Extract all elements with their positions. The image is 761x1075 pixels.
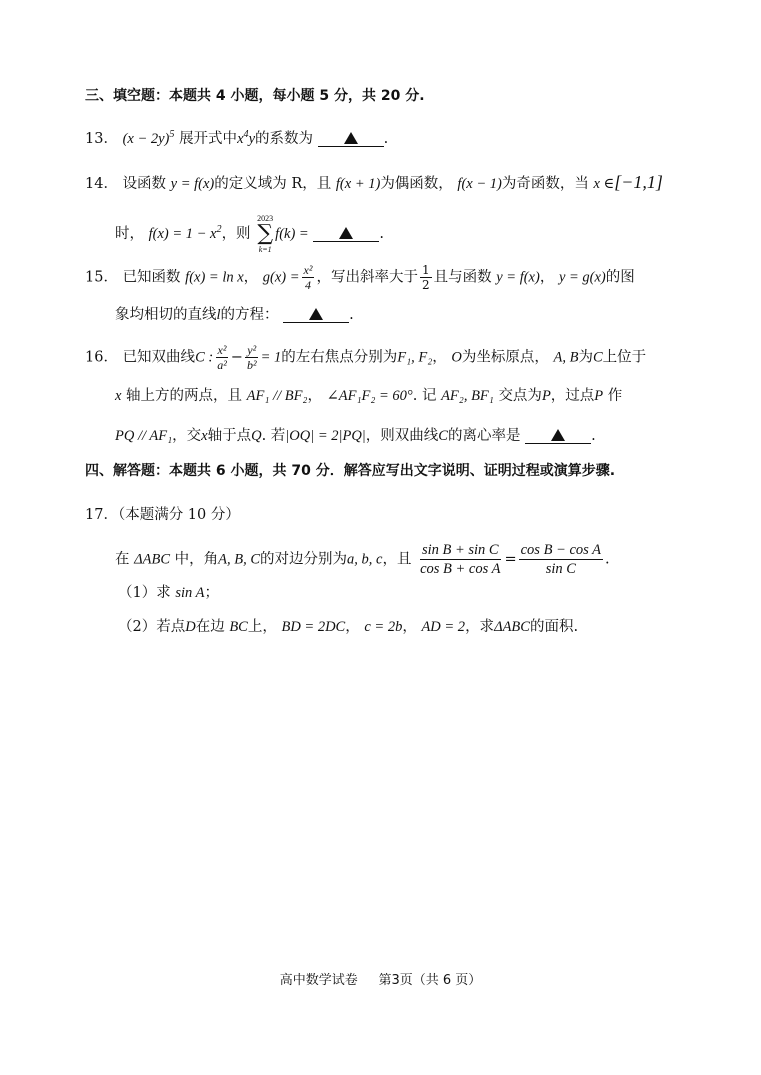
- q17-part2: （2）若点D在边 BC上， BD = 2DC， c = 2b， AD = 2，求ΔABC的面积.: [118, 619, 579, 635]
- q17-part2-text2: 上，: [247, 619, 277, 635]
- q15-half: [420, 263, 432, 292]
- q14-sum: [257, 214, 273, 254]
- q16-text15: ，则双曲线: [365, 428, 439, 444]
- q14-interval: [−1,1]: [614, 172, 663, 192]
- q16-x-ref: x: [201, 428, 208, 444]
- q17-score: （本题满分 10 分）: [117, 507, 240, 523]
- q15-g-fraction: [302, 263, 315, 292]
- q14-text1: 设函数: [122, 176, 167, 192]
- q13-term: $x^4y$: [237, 129, 255, 147]
- q14-text5: 为奇函数，当: [501, 176, 589, 192]
- q17-part2-D: D: [185, 619, 196, 635]
- q16-parallel1: AF₁ // BF₂: [246, 388, 308, 404]
- question-15: 15． 已知函数 f(x) = ln x， g(x) = $\frac{\text{x²}}{4}$ ，写出斜率大于 $\frac{1}{2}$ 且与函数 y = f(x)， y = g(x)的图: [85, 263, 635, 292]
- q16-text1: 已知双曲线: [122, 349, 196, 366]
- q16-text16: 的离心率是: [447, 428, 521, 444]
- q16-number: 16．: [85, 349, 118, 366]
- question-16: 16． 已知双曲线C : $\frac{\text{x²}}{\text{a²}}$ − $\frac{\text{y²}}{\text{b²}}$ = 1的左右焦点分别为F₁, F₂， O为坐标原点， A, B为C上位于: [85, 343, 647, 372]
- q16-text9: 交点为: [498, 388, 542, 404]
- q15-text6: 的方程：: [220, 307, 279, 323]
- q15-text1: 已知函数: [122, 269, 181, 286]
- q16-eq1: = 1: [260, 349, 282, 366]
- q13-number: 13．: [85, 131, 118, 147]
- q15-text4: 的图: [605, 269, 635, 286]
- q15-g-den: 4: [305, 278, 312, 292]
- question-16-line3: [115, 426, 596, 446]
- q16-condition: |OQ| = 2|PQ|: [285, 428, 366, 444]
- q16-end: .: [591, 428, 596, 444]
- q15-half-den: 2: [421, 278, 430, 292]
- q16-answer-blank[interactable]: [525, 426, 591, 444]
- q15-l: l: [216, 307, 221, 323]
- q16-foci: F₁, F₂: [397, 349, 433, 366]
- q14-text6: 时，: [115, 226, 144, 242]
- q17-lhs-num: sin B + sin C: [421, 542, 499, 558]
- q17-number: 17．: [85, 507, 118, 523]
- q14-even-func: f(x + 1): [335, 176, 381, 192]
- question-13: [85, 129, 388, 149]
- q17-part2-label: （2）若点: [118, 619, 186, 635]
- q16-x-den: a²: [217, 358, 227, 372]
- q16-text12: ，交: [172, 428, 202, 444]
- q17-part2-text3: ，求: [465, 619, 495, 635]
- q17-part2-text1: 在边: [195, 619, 225, 635]
- q17-rhs-den: sin C: [545, 561, 576, 577]
- q17-part1-label: （1）求: [118, 585, 171, 601]
- q14-x-in: x ∈: [593, 176, 615, 192]
- q14-number: 14．: [85, 176, 118, 192]
- footer-title: 高中数学试卷: [279, 973, 358, 988]
- q16-text7: 轴上方的两点，且: [126, 388, 243, 404]
- q17-part2-triangle: ΔABC: [494, 619, 530, 635]
- question-16-line2: x 轴上方的两点，且 AF₁ // BF₂， ∠AF₁F₂ = 60°. 记 AF₂, BF₁ 交点为P，过点P 作: [115, 388, 623, 404]
- page-footer: [0, 969, 761, 988]
- q16-AB: A, B: [553, 349, 579, 366]
- q17-part2-cond1: BD = 2DC: [281, 619, 346, 635]
- q17-part1-end: ；: [204, 585, 219, 601]
- q13-end: .: [383, 131, 389, 147]
- q16-P: P: [541, 388, 551, 404]
- q16-text14: . 若: [261, 428, 286, 444]
- q16-text6: 上位于: [602, 349, 647, 366]
- q17-part2-BC: BC: [229, 619, 248, 635]
- q16-x-frac: [215, 343, 229, 372]
- q16-text13: 轴于点: [207, 428, 252, 444]
- q13-text1: 展开式中: [179, 131, 238, 147]
- q14-answer-blank[interactable]: [313, 224, 379, 242]
- q15-g-num: x²: [303, 263, 313, 277]
- q17-part2-cond3: AD = 2: [421, 619, 466, 635]
- q14-odd-func: f(x − 1): [457, 176, 502, 192]
- triangle-icon: [551, 429, 565, 441]
- q16-C-ref2: C: [438, 428, 448, 444]
- q14-end: .: [379, 226, 384, 242]
- q15-end: .: [349, 307, 354, 323]
- q17-rhs-fraction: [519, 541, 603, 578]
- triangle-icon: [344, 132, 358, 144]
- q15-f: f(x) = ln x: [185, 269, 244, 286]
- triangle-icon: [339, 227, 353, 239]
- q16-lines: AF₂, BF₁: [441, 388, 494, 404]
- q14-fx-exp: 2: [216, 224, 222, 236]
- q15-number: 15．: [85, 269, 118, 286]
- q16-x: x: [115, 388, 122, 404]
- q15-answer-blank[interactable]: [283, 305, 349, 323]
- q14-sum-top: 2023: [257, 214, 274, 223]
- q14-fk: f(k) =: [275, 226, 309, 242]
- q16-y-num: y²: [247, 343, 257, 357]
- q15-g: g(x) =: [262, 269, 300, 286]
- triangle-icon: [309, 308, 323, 320]
- question-15-line2: [115, 305, 354, 325]
- question-17-stem: 在 ΔABC 中，角A, B, C的对边分别为a, b, c，且 $\frac{\text{sin B + sin C}}{\text{cos B + cos A}}$ = $\frac{\text{cos B − cos A}}{\text{sin C}}$ .: [115, 542, 610, 577]
- q17-end: .: [605, 551, 610, 568]
- q17-text3: 的对边分别为: [260, 551, 348, 568]
- q16-C-ref: C: [592, 349, 603, 366]
- q13-text2: 的系数为: [255, 131, 313, 147]
- q16-y-frac: [245, 343, 259, 372]
- q17-part2-cond2: c = 2b: [364, 619, 403, 635]
- q17-text1: 在: [115, 551, 130, 568]
- q14-text2: 的定义域为: [214, 176, 287, 192]
- q17-part2-text4: 的面积.: [529, 619, 579, 635]
- question-17: [85, 505, 240, 525]
- q15-text2: ，写出斜率大于: [316, 269, 418, 286]
- q14-text3: ，且: [302, 176, 332, 192]
- q13-answer-blank[interactable]: [318, 129, 384, 147]
- section4-heading: 四、解答题：本题共 6 小题，共 70 分．解答应写出文字说明、证明过程或演算步骤.: [85, 463, 616, 479]
- q16-Q: Q: [251, 428, 262, 444]
- sigma-icon: ∑: [257, 221, 274, 246]
- q13-expression: (x − 2y): [122, 131, 170, 147]
- q16-O: O: [451, 349, 462, 366]
- q16-x-num: x²: [217, 343, 227, 357]
- q16-text10: ，过点: [550, 388, 595, 404]
- q14-func: y = f(x): [170, 176, 215, 192]
- q17-text2: 中，角: [174, 551, 219, 568]
- q14-text7: ，则: [221, 226, 251, 242]
- q16-C: C :: [195, 349, 214, 366]
- q17-text4: ，且: [382, 551, 412, 568]
- q16-text5: 为: [578, 349, 593, 366]
- q17-part1: [118, 583, 219, 603]
- question-14: [85, 172, 663, 194]
- q16-text11: 作: [607, 388, 623, 404]
- q16-y-den: b²: [246, 358, 257, 372]
- q16-text3: ，: [432, 349, 447, 366]
- q14-domain: R: [291, 176, 303, 192]
- q17-part1-expr: sin A: [175, 585, 205, 601]
- q16-parallel2: PQ // AF₁: [115, 428, 173, 444]
- q16-angle: ∠AF₁F₂ = 60°: [326, 388, 413, 404]
- section3-heading: 三、填空题：本题共 4 小题，每小题 5 分，共 20 分.: [85, 88, 425, 104]
- q15-text3: 且与函数: [433, 269, 492, 286]
- q17-triangle: ΔABC: [134, 551, 171, 568]
- q16-text8: . 记: [412, 388, 437, 404]
- q17-angles: A, B, C: [218, 551, 261, 568]
- q14-text4: 为偶函数，: [380, 176, 453, 192]
- q17-rhs-num: cos B − cos A: [520, 542, 602, 558]
- q14-sum-bottom: k=1: [258, 245, 272, 254]
- question-14-line2: [115, 214, 384, 254]
- q17-sides: a, b, c: [347, 551, 383, 568]
- footer-page: 第3页（共 6 页）: [378, 973, 482, 988]
- q15-text5: 象均相切的直线: [115, 307, 217, 323]
- q17-lhs-den: cos B + cos A: [420, 561, 501, 577]
- q13-exponent: 5: [169, 129, 175, 141]
- q17-lhs-fraction: [418, 541, 502, 578]
- q16-P-ref: P: [594, 388, 604, 404]
- q15-yf: y = f(x): [496, 269, 540, 286]
- q15-half-num: 1: [421, 263, 430, 277]
- q14-fx: f(x) = 1 − x: [148, 226, 217, 242]
- q16-text2: 的左右焦点分别为: [281, 349, 398, 366]
- q15-yg: y = g(x): [558, 269, 606, 286]
- q16-text4: 为坐标原点，: [461, 349, 549, 366]
